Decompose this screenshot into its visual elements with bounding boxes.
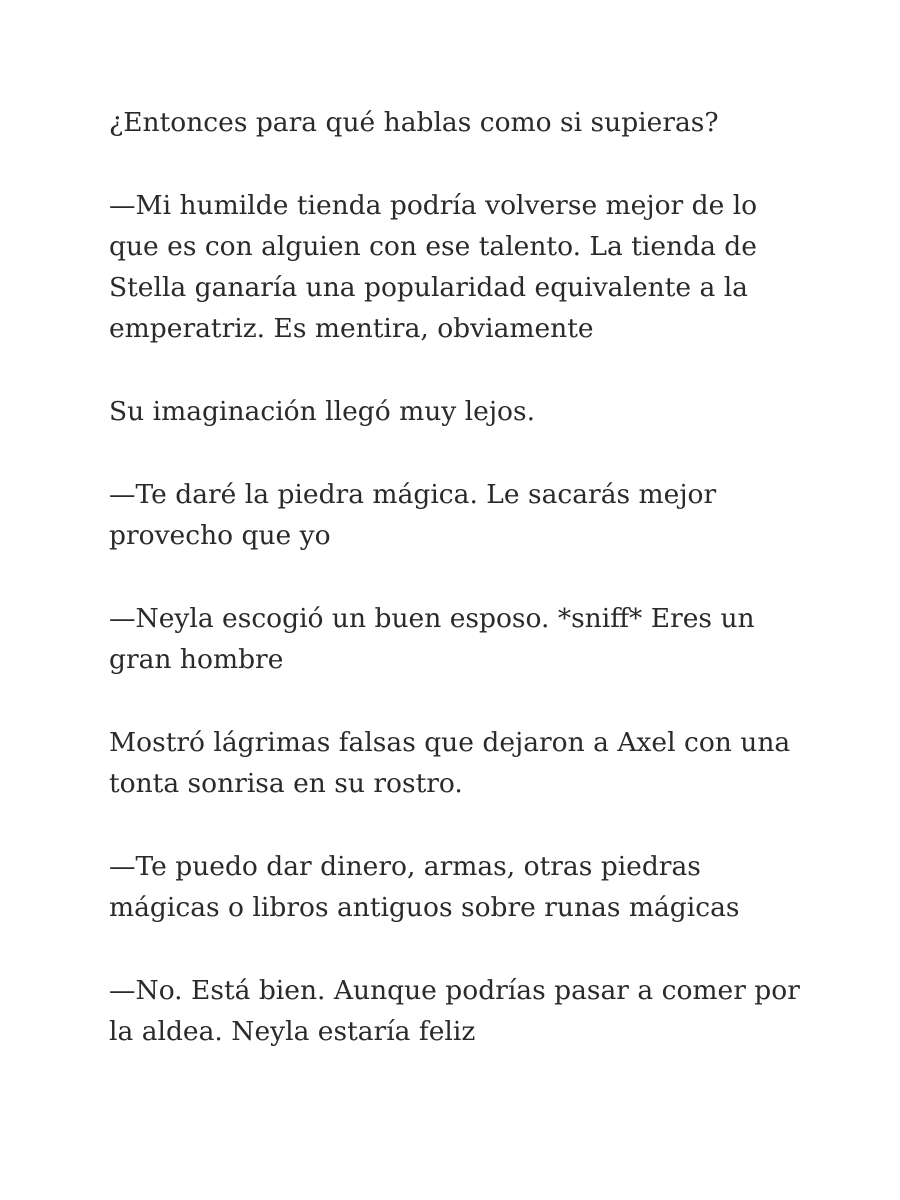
paragraph-7: —Te puedo dar dinero, armas, otras piedras mágicas o libros antiguos sobre runas mágicas <box>109 851 740 923</box>
paragraph-3: Su imaginación llegó muy lejos. <box>109 396 536 427</box>
paragraph-4: —Te daré la piedra mágica. Le sacarás mejor provecho que yo <box>109 479 717 551</box>
paragraph-2: —Mi humilde tienda podría volverse mejor de lo que es con alguien con ese talento. La tienda de Stella ganaría una popularidad equivalente a la emperatriz. Es mentira, obviamente <box>109 190 758 344</box>
paragraph-1: ¿Entonces para qué hablas como si supieras? <box>109 107 719 138</box>
paragraph-6: Mostró lágrimas falsas que dejaron a Axel con una tonta sonrisa en su rostro. <box>109 727 791 799</box>
paragraph-5: —Neyla escogió un buen esposo. *sniff* Eres un gran hombre <box>109 603 755 675</box>
paragraph-8: —No. Está bien. Aunque podrías pasar a comer por la aldea. Neyla estaría feliz <box>109 975 800 1047</box>
